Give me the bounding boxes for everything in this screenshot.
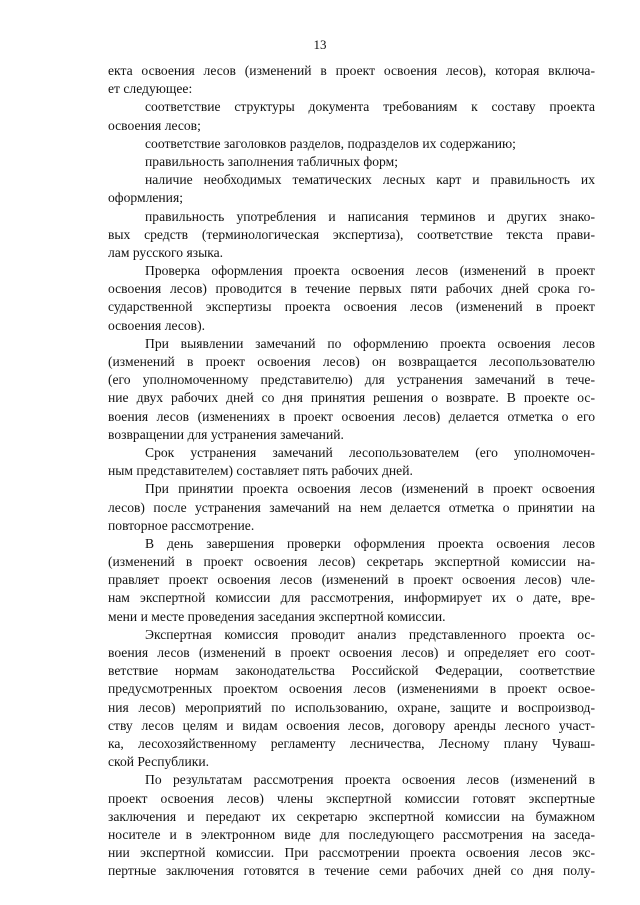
- text-line: заключения и передают их секретарю экспертной комиссии на бумажном: [108, 808, 595, 824]
- text-line: освоения лесов;: [108, 117, 201, 133]
- document-body: [108, 62, 595, 880]
- text-line: оформления;: [108, 190, 183, 206]
- text-line: проект освоения лесов) члены экспертной комиссии готовят экспертные: [108, 790, 595, 806]
- text-line: нам экспертной комиссии для рассмотрения, информирует их о дате, вре-: [108, 590, 595, 606]
- text-line: Проверка оформления проекта освоения лесов (изменений в проект: [145, 263, 595, 279]
- text-line: ветствие нормам законодательства Российской Федерации, соответствие: [108, 663, 595, 679]
- text-line: По результатам рассмотрения проекта освоения лесов (изменений в: [145, 772, 595, 788]
- text-line: лам русского языка.: [108, 244, 224, 260]
- text-line: освоения лесов) проводится в течение первых пяти рабочих дней срока го-: [108, 281, 595, 297]
- text-line: освоения лесов).: [108, 317, 206, 333]
- page-number: 13: [313, 37, 327, 52]
- text-line: соответствие структуры документа требованиям к составу проекта: [145, 99, 595, 115]
- text-line: носителе и в электронном виде для последующего рассмотрения на заседа-: [108, 826, 595, 842]
- text-line: наличие необходимых тематических лесных карт и правильность их: [145, 172, 595, 188]
- text-line: екта освоения лесов (изменений в проект освоения лесов), которая включа-: [108, 63, 595, 78]
- text-line: ка, лесохозяйственному регламенту лесничества, Лесному плану Чуваш-: [108, 735, 595, 751]
- text-line: сударственной экспертизы проекта освоения лесов (изменений в проект: [108, 299, 595, 315]
- text-line: мени и месте проведения заседания экспертной комиссии.: [108, 608, 446, 624]
- text-line: (изменений в проект освоения лесов) секретарь экспертной комиссии на-: [108, 554, 595, 570]
- text-line: правляет проект освоения лесов (изменений в проект освоения лесов) чле-: [108, 572, 595, 588]
- text-line: (его уполномоченному представителю) для устранения замечаний в тече-: [108, 372, 595, 388]
- text-line: ской Республики.: [108, 754, 210, 770]
- text-line: вых средств (терминологическая экспертиза), соответствие текста прави-: [108, 226, 595, 242]
- text-line: ным представителем) составляет пять рабочих дней.: [108, 463, 413, 479]
- text-line: ет следующее:: [108, 81, 193, 97]
- text-line: возвращении для устранения замечаний.: [108, 426, 344, 442]
- text-line: предусмотренных проектом освоения лесов (изменениями в проект освое-: [108, 681, 595, 697]
- text-line: Срок устранения замечаний лесопользователем (его уполномочен-: [145, 444, 595, 460]
- text-line: воения лесов (изменениях в проект освоения лесов) делается отметка о его: [108, 408, 595, 424]
- text-line: В день завершения проверки оформления проекта освоения лесов: [145, 535, 595, 551]
- text-line: правильность употребления и написания терминов и других знако-: [145, 208, 595, 224]
- text-line: При выявлении замечаний по оформлению проекта освоения лесов: [145, 335, 595, 351]
- text-line: повторное рассмотрение.: [108, 517, 255, 533]
- text-line: ния лесов) мероприятий по использованию, охране, защите и воспроизвод-: [108, 699, 595, 715]
- text-line: пертные заключения готовятся в течение семи рабочих дней со дня полу-: [108, 863, 595, 879]
- text-line: Экспертная комиссия проводит анализ представленного проекта ос-: [145, 626, 595, 642]
- text-line: воения лесов (изменений в проект освоения лесов) и определяет его соот-: [108, 645, 595, 660]
- text-line: соответствие заголовков разделов, подразделов их содержанию;: [145, 135, 516, 151]
- text-line: (изменений в проект освоения лесов) он возвращается лесопользователю: [108, 354, 595, 369]
- text-line: ству лесов целям и видам освоения лесов, договору аренды лесного участ-: [108, 717, 595, 733]
- text-line: правильность заполнения табличных форм;: [145, 153, 398, 169]
- text-line: ние двух рабочих дней со дня принятия решения о возврате. В проекте ос-: [108, 390, 595, 406]
- text-line: нии экспертной комиссии. При рассмотрении проекта освоения лесов экс-: [108, 845, 595, 861]
- text-line: При принятии проекта освоения лесов (изменений в проект освоения: [145, 481, 595, 497]
- text-line: лесов) после устранения замечаний на нем делается отметка о принятии на: [108, 499, 595, 515]
